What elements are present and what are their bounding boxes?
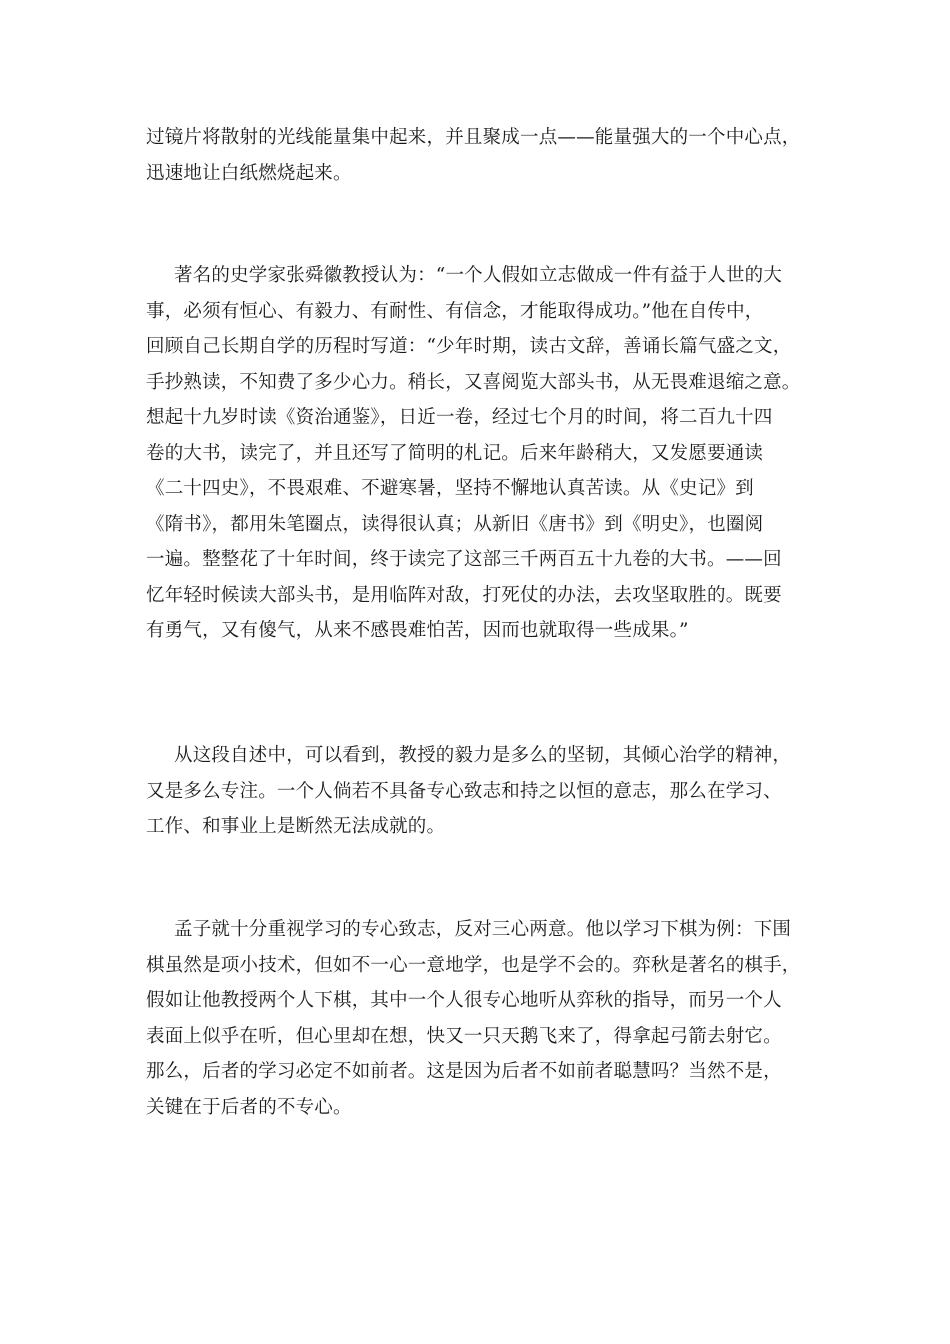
text-line: 从这段自述中，可以看到，教授的毅力是多么的坚韧，其倾心治学的精神， bbox=[174, 745, 792, 766]
text-line: 假如让他教授两个人下棋，其中一个人很专心地听从弈秋的指导，而另一个人 bbox=[146, 990, 782, 1011]
paragraph-4 bbox=[146, 912, 806, 1125]
text-line: 事，必须有恒心、有毅力、有耐性、有信念，才能取得成功。”他在自传中， bbox=[146, 300, 764, 322]
text-line: 棋虽然是项小技术，但如不一心一意地学，也是学不会的。弈秋是著名的棋手， bbox=[146, 954, 801, 976]
text-line: 有勇气，又有傻气，从来不感畏难怕苦，因而也就取得一些成果。” bbox=[146, 620, 689, 641]
text-line: 回顾自己长期自学的历程时写道：“少年时期，读古文辞，善诵长篇气盛之文， bbox=[146, 336, 792, 357]
text-line: 《二十四史》，不畏艰难、不避寒暑，坚持不懈地认真苦读。从《史记》到 bbox=[146, 478, 754, 499]
paragraph-3 bbox=[146, 738, 806, 845]
text-line: 那么，后者的学习必定不如前者。这是因为后者不如前者聪慧吗？当然不是， bbox=[146, 1061, 782, 1082]
text-line: 想起十九岁时读《资治通鉴》，日近一卷，经过七个月的时间，将二百九十四 bbox=[146, 407, 773, 428]
text-line: 忆年轻时候读大部头书，是用临阵对敌，打死仗的办法，去攻坚取胜的。既要 bbox=[146, 584, 782, 606]
text-line: 迅速地让白纸燃烧起来。 bbox=[146, 162, 352, 184]
paragraph-2 bbox=[146, 258, 806, 649]
text-line: 一遍。整整花了十年时间，终于读完了这部三千两百五十九卷的大书。——回 bbox=[146, 549, 782, 570]
text-line: 手抄熟读，不知费了多少心力。稍长，又喜阅览大部头书，从无畏难退缩之意。 bbox=[146, 371, 801, 393]
text-line: 过镜片将散射的光线能量集中起来，并且聚成一点——能量强大的一个中心点， bbox=[146, 127, 801, 148]
text-line: 工作、和事业上是断然无法成就的。 bbox=[146, 816, 446, 837]
text-line: 又是多么专注。一个人倘若不具备专心致志和持之以恒的意志，那么在学习、 bbox=[146, 780, 782, 802]
text-line: 著名的史学家张舜徽教授认为：“一个人假如立志做成一件有益于人世的大 bbox=[174, 265, 783, 286]
text-line: 关键在于后者的不专心。 bbox=[146, 1096, 352, 1118]
paragraph-1 bbox=[146, 120, 806, 191]
text-line: 卷的大书，读完了，并且还写了简明的札记。后来年龄稍大，又发愿要通读 bbox=[146, 442, 764, 464]
text-line: 孟子就十分重视学习的专心致志，反对三心两意。他以学习下棋为例：下围 bbox=[174, 919, 792, 940]
text-line: 表面上似乎在听，但心里却在想，快又一只天鹅飞来了，得拿起弓箭去射它。 bbox=[146, 1025, 782, 1047]
text-line: 《隋书》，都用朱笔圈点，读得很认真；从新旧《唐书》到《明史》，也圈阅 bbox=[146, 513, 764, 535]
